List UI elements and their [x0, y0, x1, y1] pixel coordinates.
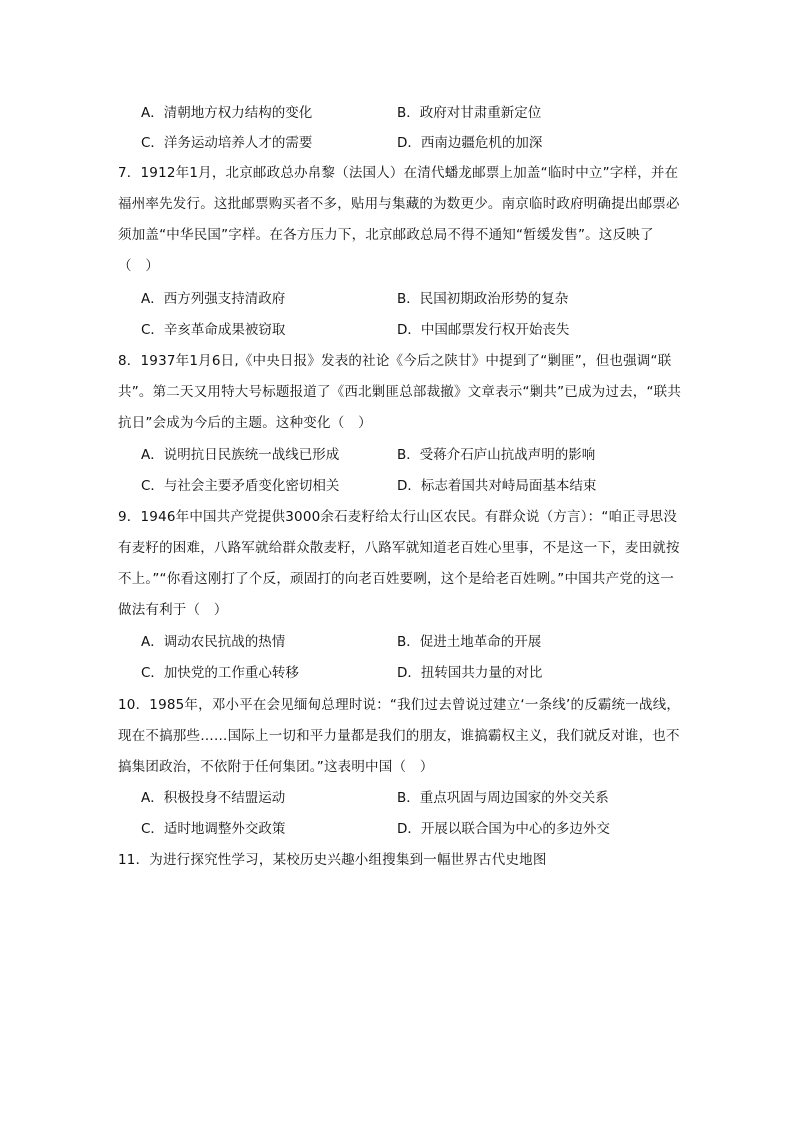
q9-options-row-1 — [0, 627, 794, 657]
q8-option-c[interactable]: C．与社会主要矛盾变化密切相关 — [141, 478, 340, 494]
q7-option-a[interactable]: A．西方列强支持清政府 — [141, 291, 286, 307]
q10-options-row-2 — [0, 814, 794, 844]
q8-stem: 8．1937年1月6日,《中央日报》发表的社论《今后之陕甘》中提到了“剿匪”，但也强调“联共”。第二天又用特大号标题报道了《西北剿匪总部裁撤》文章表示“剿共”已成为过去，“联共抗日”会成为今后的主题。这种变化（ ） — [118, 353, 682, 431]
q9-option-d[interactable]: D．扭转国共力量的对比 — [397, 665, 543, 681]
q10-options-row-1 — [0, 783, 794, 813]
q10-option-c[interactable]: C．适时地调整外交政策 — [141, 821, 286, 837]
q6-option-b[interactable]: B．政府对甘肃重新定位 — [397, 105, 542, 121]
q9-options-row-2 — [0, 658, 794, 688]
q7-option-b[interactable]: B．民国初期政治形势的复杂 — [397, 291, 569, 307]
q8-option-b[interactable]: B．受蒋介石庐山抗战声明的影响 — [397, 447, 596, 463]
q7-options-row-1 — [0, 284, 794, 314]
q8-option-a[interactable]: A．说明抗日民族统一战线已形成 — [141, 447, 340, 463]
q9-stem: 9．1946年中国共产党提供3000余石麦籽给太行山区农民。有群众说（方言）：“咱正寻思没有麦籽的困难，八路军就给群众散麦籽，八路军就知道老百姓心里事，不是这一下，麦田就按不上。”“你看这刚打了个反，顽固打的向老百姓要咧，这个是给老百姓咧。”中国共产党的这一做法有利于（ ） — [118, 509, 680, 618]
q8-options-row-1 — [0, 440, 794, 470]
q6-options-row-1 — [0, 98, 794, 128]
q7-options-row-2 — [0, 315, 794, 345]
q9-option-a[interactable]: A．调动农民抗战的热情 — [141, 634, 286, 650]
q9-option-c[interactable]: C．加快党的工作重心转移 — [141, 665, 299, 681]
q7-stem: 7．1912年1月，北京邮政总办帛黎（法国人）在清代蟠龙邮票上加盖“临时中立”字样，并在福州率先发行。这批邮票购买者不多，贴用与集藏的为数更少。南京临时政府明确提出邮票必须加盖“中华民国”字样。在各方压力下，北京邮政总局不得不通知“暂缓发售”。这反映了（ ） — [118, 165, 680, 274]
q9-option-b[interactable]: B．促进土地革命的开展 — [397, 634, 542, 650]
q10-option-d[interactable]: D．开展以联合国为中心的多边外交 — [397, 821, 610, 837]
q8-option-d[interactable]: D．标志着国共对峙局面基本结束 — [397, 478, 597, 494]
q10-stem: 10．1985年，邓小平在会见缅甸总理时说：“我们过去曾说过建立‘一条线’的反霸统一战线，现在不搞那些……国际上一切和平力量都是我们的朋友，谁搞霸权主义，我们就反对谁，也不搞集团政治，不依附于任何集团。”这表明中国（ ） — [118, 697, 681, 775]
q11-stem: 11．为进行探究性学习，某校历史兴趣小组搜集到一幅世界古代史地图 — [118, 852, 547, 868]
q10-option-b[interactable]: B．重点巩固与周边国家的外交关系 — [397, 790, 609, 806]
q6-option-d[interactable]: D．西南边疆危机的加深 — [397, 135, 543, 151]
q6-options-row-2 — [0, 128, 794, 158]
q7-option-d[interactable]: D．中国邮票发行权开始丧失 — [397, 322, 570, 338]
q6-option-c[interactable]: C．洋务运动培养人才的需要 — [141, 135, 313, 151]
q7-option-c[interactable]: C．辛亥革命成果被窃取 — [141, 322, 286, 338]
q8-options-row-2 — [0, 471, 794, 501]
q10-option-a[interactable]: A．积极投身不结盟运动 — [141, 790, 286, 806]
q6-option-a[interactable]: A．清朝地方权力结构的变化 — [141, 105, 313, 121]
